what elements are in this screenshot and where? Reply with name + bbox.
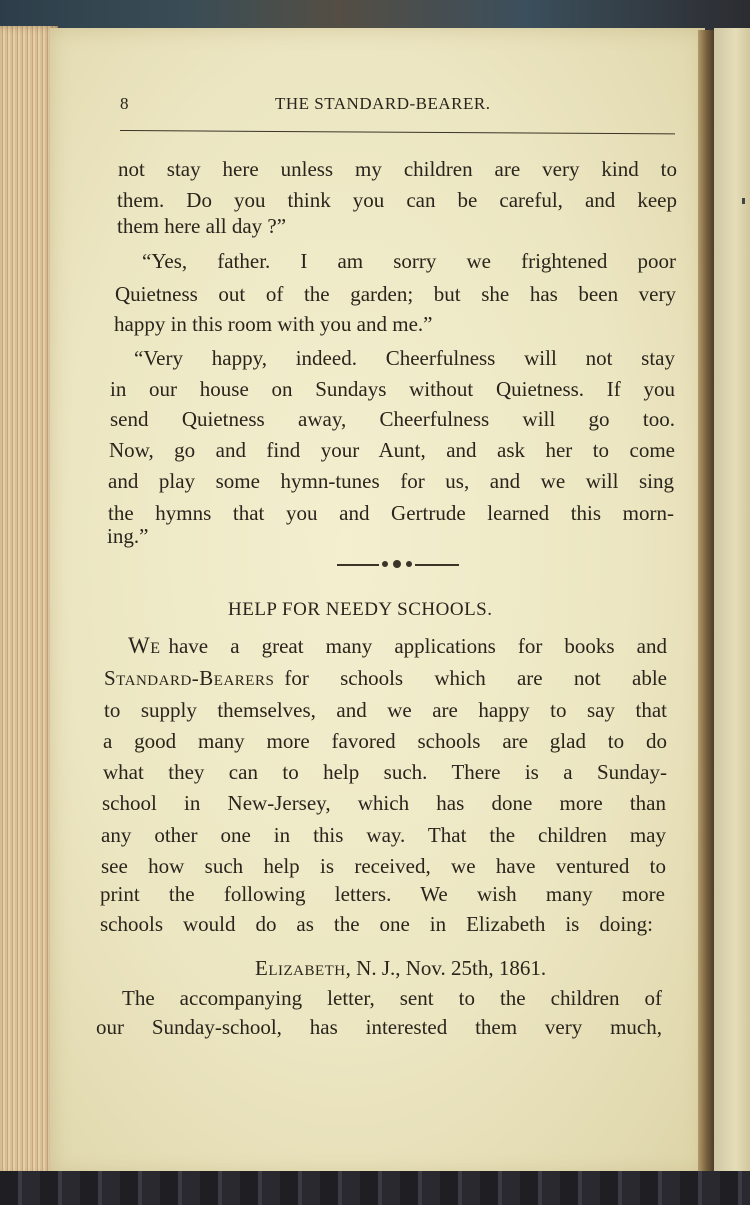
- letter-dateline: [255, 954, 546, 982]
- paragraph-line: ing.”: [107, 524, 149, 548]
- paragraph-line: Quietness out of the garden; but she has been very: [115, 282, 676, 306]
- paragraph-line: what they can to help such. There is a Sunday-: [103, 760, 667, 784]
- section-heading: HELP FOR NEEDY SCHOOLS.: [228, 599, 493, 620]
- paragraph-line: a good many more favored schools are glad to do: [103, 729, 667, 753]
- running-title: THE STANDARD-BEARER.: [275, 94, 491, 113]
- paragraph-line-text: for schools which are not able: [284, 666, 667, 690]
- dateline-place: Elizabeth: [255, 956, 346, 980]
- paragraph-line-text: have a great many applications for books and: [168, 634, 667, 658]
- paragraph-line: school in New-Jersey, which has done more than: [102, 791, 666, 815]
- paragraph-line: [104, 664, 667, 692]
- paragraph-line: happy in this room with you and me.”: [114, 312, 433, 336]
- paragraph-line: see how such help is received, we have ventured to: [101, 854, 666, 878]
- smallcaps-word: Standard-Bearers: [104, 666, 275, 690]
- paragraph-line: The accompanying letter, sent to the children of: [122, 986, 662, 1010]
- paragraph-line: to supply themselves, and we are happy to say that: [104, 698, 667, 722]
- paragraph-line: Now, go and find your Aunt, and ask her to come: [109, 438, 675, 462]
- paragraph-line: schools would do as the one in Elizabeth is doing:: [100, 912, 653, 936]
- paragraph-line: “Very happy, indeed. Cheerfulness will not stay: [134, 346, 675, 370]
- paragraph-line: our Sunday-school, has interested them very much,: [96, 1015, 662, 1039]
- dropcap-word: We: [128, 633, 161, 658]
- paragraph-line: any other one in this way. That the children may: [101, 823, 666, 847]
- paragraph-line: “Yes, father. I am sorry we frightened poor: [142, 249, 676, 273]
- section-divider-ornament: [337, 560, 459, 570]
- paragraph-line: them here all day ?”: [117, 214, 287, 238]
- paragraph-line: the hymns that you and Gertrude learned this morn-: [108, 501, 674, 525]
- paragraph-line: send Quietness away, Cheerfulness will go too.: [110, 407, 675, 431]
- paragraph-line: in our house on Sundays without Quietness. If you: [110, 377, 675, 401]
- dateline-date: , N. J., Nov. 25th, 1861.: [345, 956, 547, 980]
- paragraph-line: print the following letters. We wish many more: [100, 882, 665, 906]
- page-number: 8: [120, 94, 129, 113]
- paragraph-line: them. Do you think you can be careful, and keep: [117, 188, 677, 212]
- paragraph-line: not stay here unless my children are very kind to: [118, 157, 677, 181]
- paragraph-line: and play some hymn-tunes for us, and we will sing: [108, 469, 674, 493]
- paragraph-line: [104, 632, 667, 660]
